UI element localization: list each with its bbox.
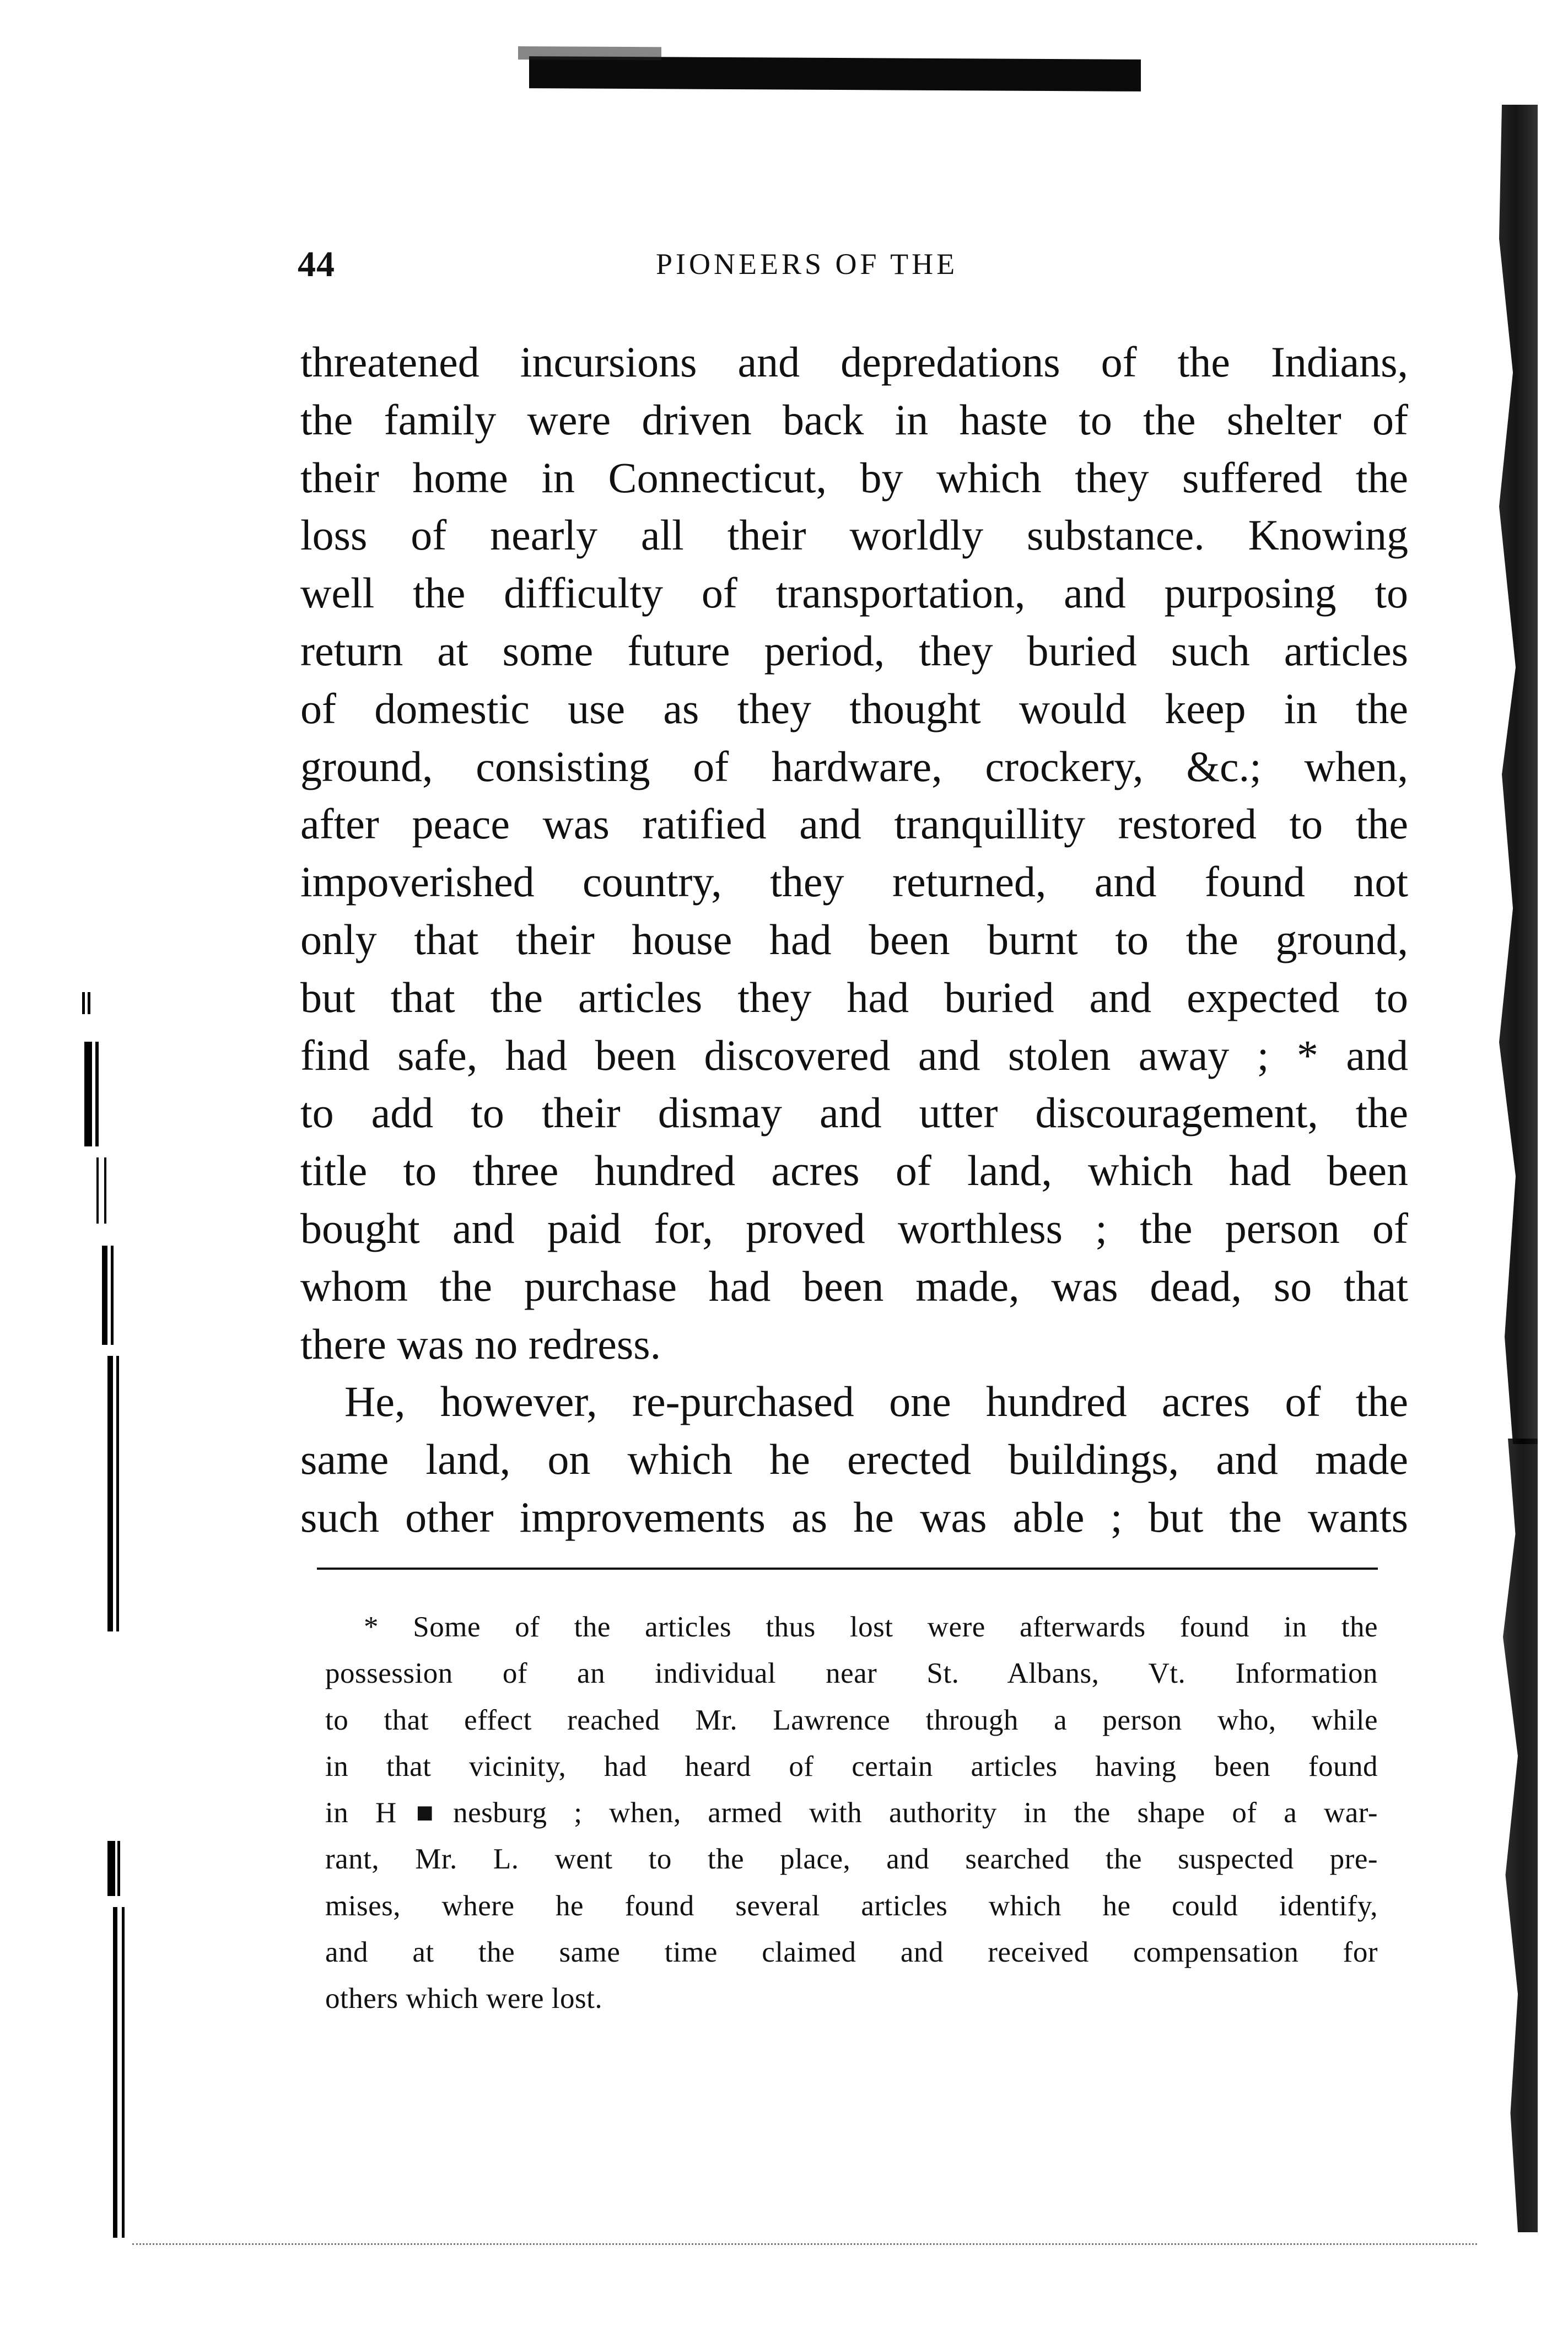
footnote-line: others which were lost. <box>325 1983 603 2015</box>
body-line: impoverished country, they returned, and found not <box>300 858 1408 906</box>
body-line: same land, on which he erected buildings, and made <box>300 1435 1408 1484</box>
scan-artifact-right-edge <box>1483 105 1538 1444</box>
footnote-line: possession of an individual near St. Albans, Vt. Information <box>325 1657 1378 1690</box>
running-header <box>298 244 1427 288</box>
body-line: He, however, re-purchased one hundred acres of the <box>344 1377 1408 1426</box>
body-text <box>300 333 1408 1547</box>
footnote-separator <box>317 1568 1378 1570</box>
body-line: ground, consisting of hardware, crockery, &c.; when, <box>300 742 1408 790</box>
scan-artifact-right-edge-lower <box>1488 1439 1538 2232</box>
page-number: 44 <box>298 244 335 284</box>
body-line: such other improvements as he was able ; but the wants <box>300 1493 1408 1541</box>
body-line: of domestic use as they thought would keep in the <box>300 684 1408 733</box>
body-line: whom the purchase had been made, was dead, so that <box>300 1262 1408 1310</box>
body-line: after peace was ratified and tranquillity restored to the <box>300 800 1408 848</box>
body-line: there was no redress. <box>300 1320 661 1368</box>
body-line: bought and paid for, proved worthless ; the person of <box>300 1204 1408 1252</box>
body-line: find safe, had been discovered and stolen away ; * and <box>300 1031 1408 1079</box>
running-title: PIONEERS OF THE <box>656 247 958 281</box>
body-line: but that the articles they had buried and expected to <box>300 973 1408 1021</box>
scan-artifact-top-bar <box>529 56 1141 91</box>
body-line: well the difficulty of transportation, and purposing to <box>300 569 1408 617</box>
footnote-line: rant, Mr. L. went to the place, and searched the suspected pre- <box>325 1843 1378 1876</box>
body-line: their home in Connecticut, by which they suffered the <box>300 453 1408 502</box>
body-line: return at some future period, they buried such articles <box>300 626 1408 675</box>
body-line: title to three hundred acres of land, which had been <box>300 1146 1408 1195</box>
body-line: the family were driven back in haste to the shelter of <box>300 395 1408 444</box>
footnote-line: and at the same time claimed and received compensation for <box>325 1936 1378 1969</box>
footnote-line: * Some of the articles thus lost were afterwards found in the <box>364 1611 1378 1643</box>
scan-artifact-bottom-edge <box>132 2243 1477 2247</box>
footnote <box>325 1604 1378 2022</box>
footnote-line: to that effect reached Mr. Lawrence through a person who, while <box>325 1704 1378 1736</box>
body-line: only that their house had been burnt to the ground, <box>300 915 1408 963</box>
footnote-line: mises, where he found several articles which he could identify, <box>325 1889 1378 1922</box>
footnote-line: in H■nesburg ; when, armed with authority in the shape of a war- <box>325 1797 1378 1829</box>
body-line: threatened incursions and depredations of the Indians, <box>300 338 1408 386</box>
body-line: to add to their dismay and utter discouragement, the <box>300 1089 1408 1137</box>
scan-artifact-left-edge <box>80 992 146 2249</box>
body-line: loss of nearly all their worldly substance. Knowing <box>300 511 1408 559</box>
footnote-line: in that vicinity, had heard of certain articles having been found <box>325 1750 1378 1782</box>
